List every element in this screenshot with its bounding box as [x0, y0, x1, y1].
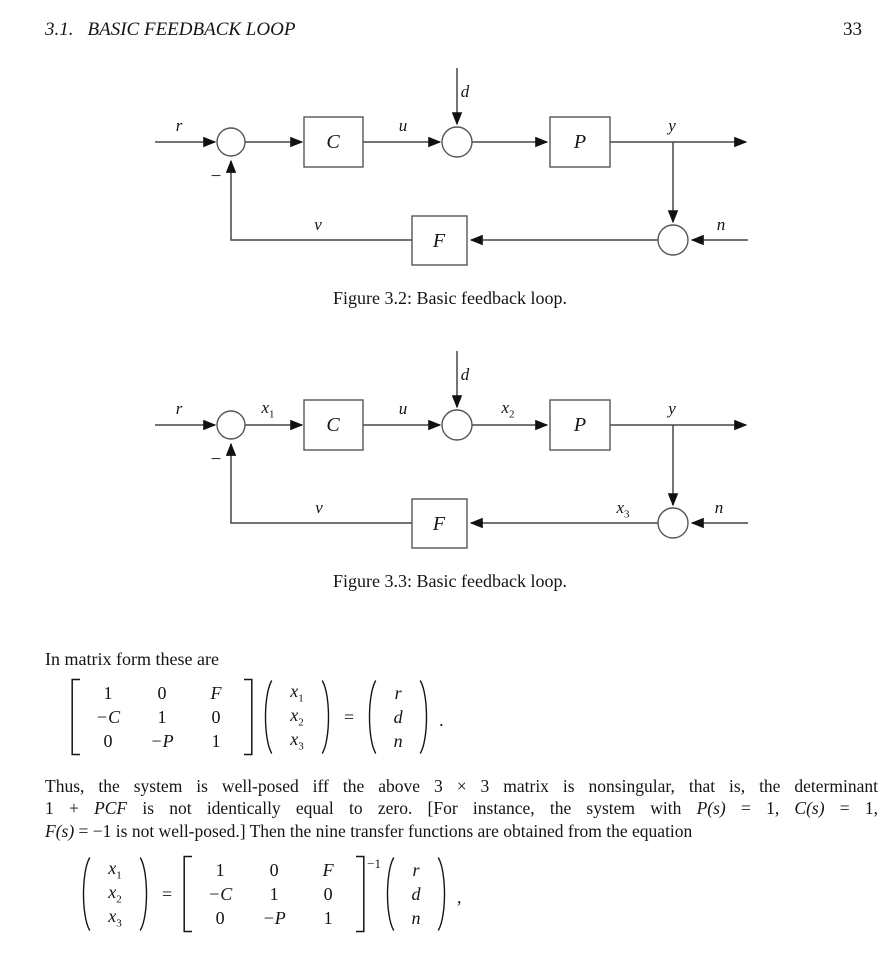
fig33-label-v: v: [315, 498, 323, 517]
fig33-label-x2: $x_2$: [501, 398, 515, 421]
fig32-label-u: u: [398, 116, 408, 135]
fig33-block-c-label: C: [326, 414, 340, 436]
fig32-caption: Figure 3.2: Basic feedback loop.: [333, 288, 567, 308]
fig33-summing-junction-2: [442, 410, 472, 440]
right-bracket: [243, 678, 254, 756]
page-number: 33: [843, 19, 862, 40]
fig32-block-p-label: P: [573, 131, 587, 153]
fig32-label-v: v: [314, 215, 322, 234]
fig33-label-n: n: [714, 498, 724, 517]
fig33-label-u: u: [398, 399, 408, 418]
fig33-caption: Figure 3.3: Basic feedback loop.: [333, 571, 567, 591]
equals-sign: =: [162, 884, 173, 904]
eq1-terminator: .: [439, 710, 444, 730]
fig32-label-n: n: [716, 215, 726, 234]
paragraph-line-3: F(s) = −1 is not well-posed.] Then the nine transfer functions are obtained from the equation: [45, 820, 693, 841]
fig33-summing-junction-3: [658, 508, 688, 538]
fig32-label-r: r: [175, 116, 183, 135]
eq1-matrix: 1 0 F −C 1 0 0 −P 1: [95, 683, 222, 751]
fig32-summing-junction-1: [217, 128, 245, 156]
body-paragraph: [45, 775, 878, 842]
right-paren: [138, 855, 152, 933]
eq2-state-vector: $x_1$ $x_2$ $x_3$: [108, 857, 122, 930]
fig32-minus-sign: −: [210, 166, 222, 187]
left-paren: [260, 678, 274, 756]
left-bracket: [70, 678, 81, 756]
eq2-input-vector: r d n: [411, 860, 421, 928]
fig32-block-c-label: C: [326, 131, 340, 153]
equals-sign: =: [344, 707, 355, 727]
fig32-label-d: d: [460, 82, 470, 101]
fig33-block-p-label: P: [573, 414, 587, 436]
right-bracket: [355, 855, 366, 933]
fig32-label-y: y: [668, 116, 676, 135]
intro-line: In matrix form these are: [45, 649, 219, 669]
eq1-input-vector: r d n: [393, 683, 403, 751]
fig33-block-diagram-svg: [140, 345, 760, 595]
right-paren: [418, 678, 432, 756]
fig32-block-f-label: F: [432, 230, 446, 252]
fig33-label-x3: $x_3$: [616, 498, 630, 521]
eq1-state-vector: $x_1$ $x_2$ $x_3$: [290, 680, 304, 753]
eq2-terminator: ,: [457, 887, 462, 907]
figure-3-3: [140, 345, 760, 595]
fig33-minus-sign: −: [210, 449, 222, 470]
matrix-inverse-exponent: −1: [367, 855, 381, 871]
running-header: [45, 19, 295, 41]
right-paren: [320, 678, 334, 756]
left-paren: [382, 855, 396, 933]
left-paren: [78, 855, 92, 933]
right-paren: [436, 855, 450, 933]
left-bracket: [182, 855, 193, 933]
fig33-label-x1: $x_1$: [261, 398, 275, 421]
figure-3-2: [140, 62, 760, 312]
equation-1: [70, 678, 444, 756]
fig33-label-d: d: [460, 365, 470, 384]
section-number: 3.1.: [45, 19, 74, 40]
left-paren: [364, 678, 378, 756]
fig32-summing-junction-2: [442, 127, 472, 157]
eq2-matrix: 1 0 F −C 1 0 0 −P 1: [208, 860, 334, 928]
section-title: BASIC FEEDBACK LOOP: [87, 19, 296, 40]
fig33-label-y: y: [668, 399, 676, 418]
fig33-summing-junction-1: [217, 411, 245, 439]
fig33-block-f-label: F: [432, 513, 446, 535]
paragraph-line-1: Thus, the system is well-posed iff the above 3 × 3 matrix is nonsingular, that is, the determinant: [45, 776, 878, 796]
paragraph-line-2: 1 + PCF is not identically equal to zero. [For instance, the system with P(s) = 1, C(s) = 1,: [45, 798, 878, 819]
fig32-block-diagram-svg: [140, 62, 760, 312]
equation-2: [78, 855, 462, 933]
fig32-summing-junction-3: [658, 225, 688, 255]
fig33-label-r: r: [175, 399, 183, 418]
